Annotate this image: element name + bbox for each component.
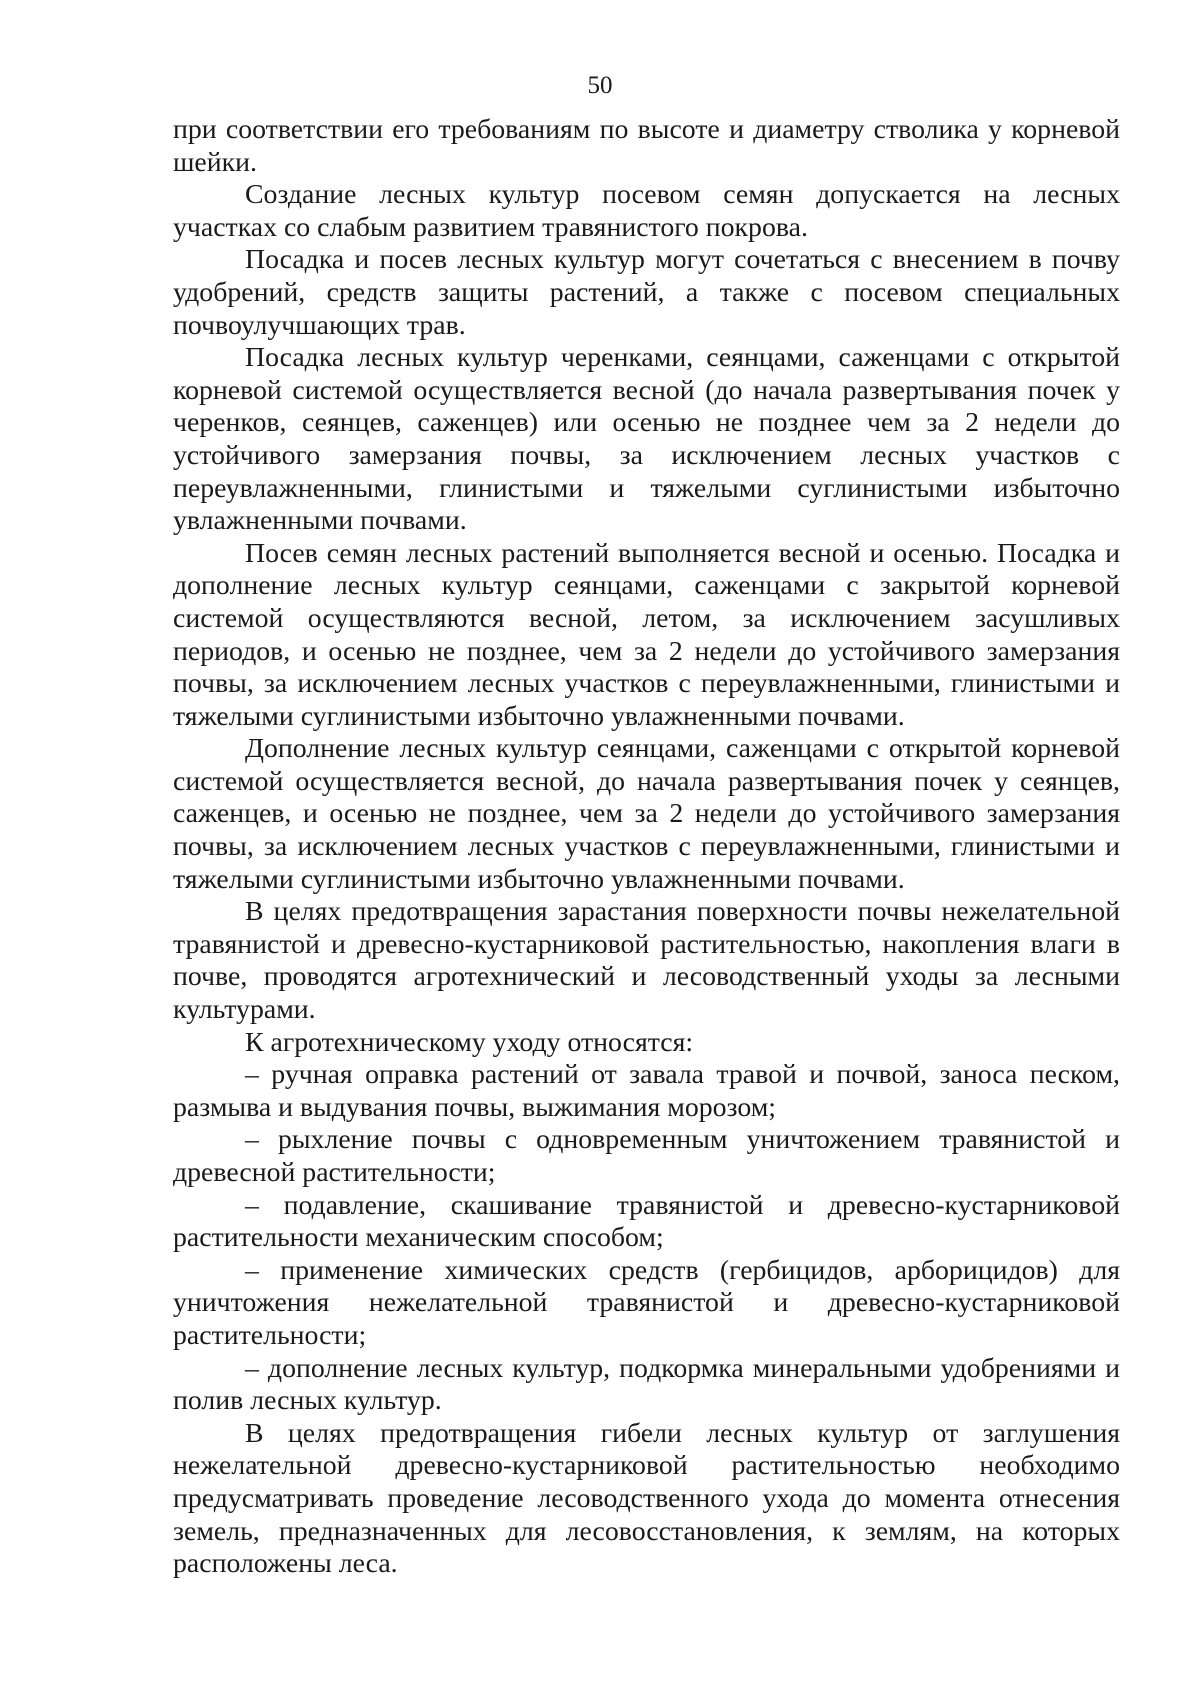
document-body [173, 114, 1120, 1581]
list-item-fertilizing: – дополнение лесных культур, подкормка минеральными удобрениями и полив лесных культур. [173, 1352, 1120, 1417]
paragraph-continuation: при соответствии его требованиям по высоте и диаметру стволика у корневой шейки. [173, 114, 1120, 178]
paragraph-care-purpose: В целях предотвращения зарастания поверхности почвы нежелательной травянистой и древесно-кустарниковой растительностью, накопления влаги в почве, проводятся агротехнический и лесоводственный уходы за лесными культурами. [173, 896, 1120, 1026]
paragraph-closed-root-planting: Посев семян лесных растений выполняется весной и осенью. Посадка и дополнение лесных культур сеянцами, саженцами с закрытой корневой системой осуществляются весной, летом, за исключением засушливых периодов, и осенью не позднее, чем за 2 недели до устойчивого замерзания почвы, за исключением лесных участков с переувлажненными, глинистыми и тяжелыми суглинистыми избыточно увлажненными почвами. [173, 537, 1120, 732]
list-item-manual-correction: – ручная оправка растений от завала травой и почвой, заноса песком, размыва и выдувания почвы, выжимания морозом; [173, 1059, 1120, 1123]
paragraph-silvicultural-care: В целях предотвращения гибели лесных культур от заглушения нежелательной древесно-кустарниковой растительностью необходимо предусматривать проведение лесоводственного ухода до момента отнесения земель, предназначенных для лесовосстановления, к землям, на которых расположены леса. [173, 1417, 1120, 1580]
list-item-chemicals: – применение химических средств (гербицидов, арборицидов) для уничтожения нежелательной травянистой и древесно-кустарниковой растительности; [173, 1254, 1120, 1351]
list-item-mowing: – подавление, скашивание травянистой и древесно-кустарниковой растительности механическим способом; [173, 1189, 1120, 1254]
paragraph-agrotechnical-care-intro: К агротехническому уходу относятся: [245, 1026, 694, 1058]
paragraph-fertilizers: Посадка и посев лесных культур могут сочетаться с внесением в почву удобрений, средств защиты растений, а также с посевом специальных почвоулучшающих трав. [173, 244, 1120, 341]
list-item-loosening: – рыхление почвы с одновременным уничтожением травянистой и древесной растительности; [173, 1124, 1120, 1188]
paragraph-open-root-planting: Посадка лесных культур черенками, сеянцами, саженцами с открытой корневой системой осуществляется весной (до начала развертывания почек у черенков, сеянцев, саженцев) или осенью не позднее чем за 2 недели до устойчивого замерзания почвы, за исключением лесных участков с переувлажненными, глинистыми и тяжелыми суглинистыми избыточно увлажненными почвами. [173, 342, 1120, 537]
paragraph-supplementing-cultures: Дополнение лесных культур сеянцами, саженцами с открытой корневой системой осуществляется весной, до начала развертывания почек у сеянцев, саженцев, и осенью не позднее, чем за 2 недели до устойчивого замерзания почвы, за исключением лесных участков с переувлажненными, глинистыми и тяжелыми суглинистыми избыточно увлажненными почвами. [173, 733, 1120, 895]
page-number: 50 [587, 72, 613, 99]
paragraph-seed-sowing: Создание лесных культур посевом семян допускается на лесных участках со слабым развитием травянистого покрова. [173, 179, 1120, 243]
